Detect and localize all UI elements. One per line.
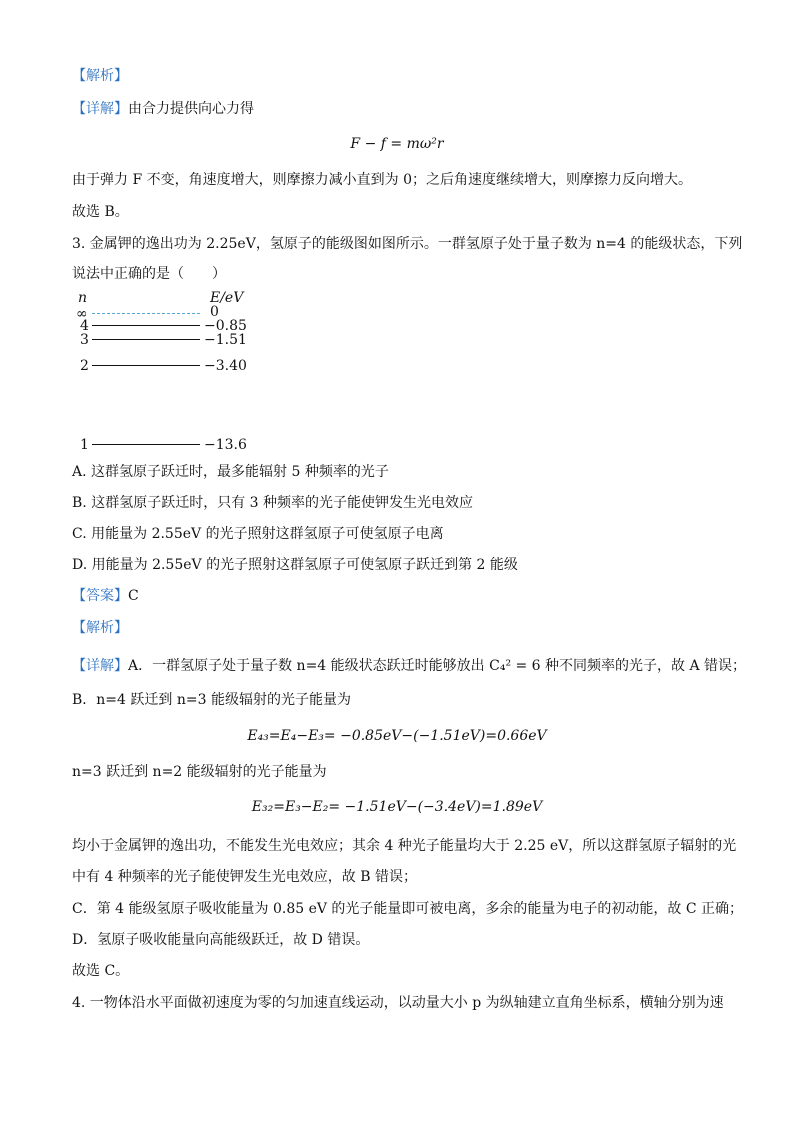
level-1-line — [92, 444, 200, 445]
level-inf-n: ∞ — [76, 306, 88, 322]
diagram-n-header: n — [78, 290, 88, 306]
detail-d-line: D．氢原子吸收能量向高能级跃迁，故 D 错误。 — [72, 932, 370, 948]
detail-b-line-2: n=3 跃迁到 n=2 能级辐射的光子能量为 — [72, 764, 327, 780]
option-c: C. 用能量为 2.55eV 的光子照射这群氢原子可使氢原子电离 — [72, 526, 444, 542]
level-4-line — [92, 325, 200, 326]
level-3-line — [92, 339, 200, 340]
detail-b-line-3: 均小于金属钾的逸出功，不能发生光电效应；其余 4 种光子能量均大于 2.25 eV，所以这群氢原子辐射的光 — [72, 838, 737, 854]
detail-b-line-1: B．n=4 跃迁到 n=3 能级辐射的光子能量为 — [72, 692, 351, 708]
equation-2: E₄₃=E₄−E₃= −0.85eV−(−1.51eV)=0.66eV — [247, 728, 547, 744]
paragraph-friction: 由于弹力 F 不变，角速度增大，则摩擦力减小直到为 0；之后角速度继续增大，则摩擦力反向增大。 — [72, 172, 692, 188]
conclusion-1: 故选 B。 — [72, 204, 129, 220]
answer-line — [72, 586, 139, 606]
section-analysis-1: 【解析】 — [72, 68, 128, 84]
question-3-line-2: 说法中正确的是（ ） — [72, 266, 226, 282]
level-2-e: −3.40 — [204, 358, 247, 374]
level-3-n: 3 — [80, 332, 89, 348]
question-3-line-1: 3. 金属钾的逸出功为 2.25eV，氢原子的能级图如图所示。一群氢原子处于量子数为 n=4 的能级状态，下列 — [72, 236, 743, 252]
detail-a-text: A．一群氢原子处于量子数 n=4 能级状态跃迁时能够放出 C₄² = 6 种不同频率的光子，故 A 错误； — [128, 658, 747, 674]
level-1-e: −13.6 — [204, 437, 247, 453]
detail-paragraph-1 — [72, 99, 254, 119]
detail-a-line — [72, 656, 746, 676]
equation-1: F − f = mω²r — [350, 136, 444, 152]
detail-tag-1: 【详解】 — [72, 101, 128, 117]
answer-value: C — [128, 588, 139, 604]
detail-b-line-4: 中有 4 种频率的光子能使钾发生光电效应，故 B 错误； — [72, 869, 417, 885]
option-a: A. 这群氢原子跃迁时，最多能辐射 5 种频率的光子 — [72, 464, 389, 480]
section-analysis-2: 【解析】 — [72, 620, 128, 636]
answer-tag: 【答案】 — [72, 588, 128, 604]
level-inf-e: 0 — [210, 304, 219, 320]
option-b: B. 这群氢原子跃迁时，只有 3 种频率的光子能使钾发生光电效应 — [72, 495, 473, 511]
equation-3: E₃₂=E₃−E₂= −1.51eV−(−3.4eV)=1.89eV — [251, 799, 543, 815]
energy-level-diagram — [76, 288, 276, 458]
level-2-line — [92, 365, 200, 366]
diagram-e-header: E/eV — [210, 290, 244, 306]
detail-tag-2: 【详解】 — [72, 658, 128, 674]
level-3-e: −1.51 — [204, 332, 247, 348]
detail-text-1: 由合力提供向心力得 — [128, 101, 254, 117]
detail-c-line: C．第 4 能级氢原子吸收能量为 0.85 eV 的光子能量即可被电离，多余的能量为电子的初动能，故 C 正确； — [72, 901, 744, 917]
question-4-line-1: 4. 一物体沿水平面做初速度为零的匀加速直线运动，以动量大小 p 为纵轴建立直角坐标系，横轴分别为速 — [72, 995, 724, 1011]
level-2-n: 2 — [80, 358, 89, 374]
level-4-n: 4 — [80, 318, 89, 334]
level-1-n: 1 — [80, 437, 89, 453]
conclusion-2: 故选 C。 — [72, 963, 130, 979]
level-inf-line — [92, 313, 200, 314]
level-4-e: −0.85 — [204, 318, 247, 334]
option-d: D. 用能量为 2.55eV 的光子照射这群氢原子可使氢原子跃迁到第 2 能级 — [72, 557, 518, 573]
